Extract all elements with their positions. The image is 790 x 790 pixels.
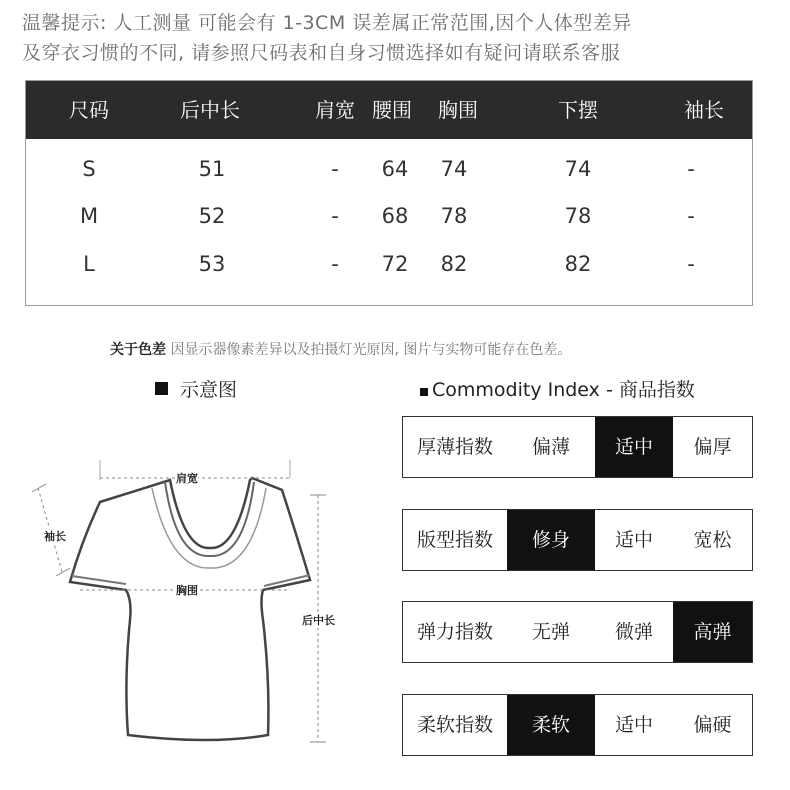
cell-hem: 78 bbox=[564, 204, 592, 228]
header-hem: 下摆 bbox=[558, 98, 598, 122]
label-shoulder: 肩宽 bbox=[176, 472, 198, 485]
cell-shoulder: - bbox=[331, 157, 339, 181]
diagram-title-text: 示意图 bbox=[180, 379, 238, 401]
label-chest: 胸围 bbox=[176, 584, 198, 597]
cell-waist: 72 bbox=[381, 252, 409, 276]
header-size: 尺码 bbox=[69, 98, 109, 122]
index-option: 微弹 bbox=[614, 621, 653, 643]
notice-line-2: 及穿衣习惯的不同, 请参照尺码表和自身习惯选择如有疑问请联系客服 bbox=[22, 42, 621, 64]
header-sleeve: 袖长 bbox=[684, 98, 724, 122]
diagram-title bbox=[155, 375, 237, 402]
index-option-selected: 柔软 bbox=[507, 695, 595, 755]
size-table bbox=[25, 80, 753, 306]
cell-sleeve: - bbox=[687, 204, 695, 228]
cell-waist: 64 bbox=[381, 157, 409, 181]
index-option-selected: 高弹 bbox=[673, 602, 752, 662]
color-note-text: 因显示器像素差异以及拍摄灯光原因, 图片与实物可能存在色差。 bbox=[170, 342, 572, 358]
index-option: 无弹 bbox=[531, 621, 570, 643]
label-sleeve: 袖长 bbox=[44, 530, 66, 543]
index-option-selected: 修身 bbox=[507, 510, 595, 570]
index-option-selected: 适中 bbox=[595, 417, 673, 477]
commodity-index-title bbox=[420, 375, 695, 402]
cell-back-length: 53 bbox=[198, 252, 226, 276]
black-square-icon bbox=[155, 382, 168, 395]
label-back-length: 后中长 bbox=[302, 614, 335, 627]
header-back-length: 后中长 bbox=[180, 98, 240, 122]
cell-hem: 74 bbox=[564, 157, 592, 181]
tshirt-outline-image bbox=[20, 440, 360, 780]
index-row-thickness bbox=[402, 416, 753, 478]
cell-sleeve: - bbox=[687, 252, 695, 276]
index-option: 宽松 bbox=[693, 529, 732, 551]
header-shoulder: 肩宽 bbox=[315, 98, 355, 122]
index-option: 偏薄 bbox=[531, 436, 570, 458]
index-row-fit bbox=[402, 509, 753, 571]
black-square-icon bbox=[420, 388, 428, 396]
index-option: 适中 bbox=[614, 714, 653, 736]
index-label: 弹力指数 bbox=[416, 621, 493, 643]
cell-back-length: 51 bbox=[198, 157, 226, 181]
commodity-index-title-text: Commodity Index - 商品指数 bbox=[432, 379, 695, 401]
tshirt-diagram bbox=[20, 440, 360, 780]
header-waist: 腰围 bbox=[372, 98, 412, 122]
cell-sleeve: - bbox=[687, 157, 695, 181]
cell-waist: 68 bbox=[381, 204, 409, 228]
index-label: 厚薄指数 bbox=[416, 436, 493, 458]
notice-line-1: 温馨提示: 人工测量 可能会有 1-3CM 误差属正常范围,因个人体型差异 bbox=[22, 12, 632, 34]
cell-chest: 74 bbox=[440, 157, 468, 181]
index-row-elasticity bbox=[402, 601, 753, 663]
index-option: 适中 bbox=[614, 529, 653, 551]
cell-hem: 82 bbox=[564, 252, 592, 276]
header-chest: 胸围 bbox=[438, 98, 478, 122]
color-note-heading: 关于色差 bbox=[110, 342, 166, 358]
cell-size: M bbox=[79, 204, 99, 228]
cell-shoulder: - bbox=[331, 204, 339, 228]
index-label: 版型指数 bbox=[416, 529, 493, 551]
cell-size: S bbox=[82, 157, 96, 181]
cell-chest: 78 bbox=[440, 204, 468, 228]
index-row-softness bbox=[402, 694, 753, 756]
cell-chest: 82 bbox=[440, 252, 468, 276]
cell-size: L bbox=[83, 252, 95, 276]
notice-text bbox=[22, 8, 782, 68]
index-option: 偏硬 bbox=[693, 714, 732, 736]
cell-back-length: 52 bbox=[198, 204, 226, 228]
size-table-header bbox=[26, 81, 752, 139]
color-difference-note bbox=[110, 339, 571, 359]
index-label: 柔软指数 bbox=[416, 714, 493, 736]
index-option: 偏厚 bbox=[693, 436, 732, 458]
cell-shoulder: - bbox=[331, 252, 339, 276]
